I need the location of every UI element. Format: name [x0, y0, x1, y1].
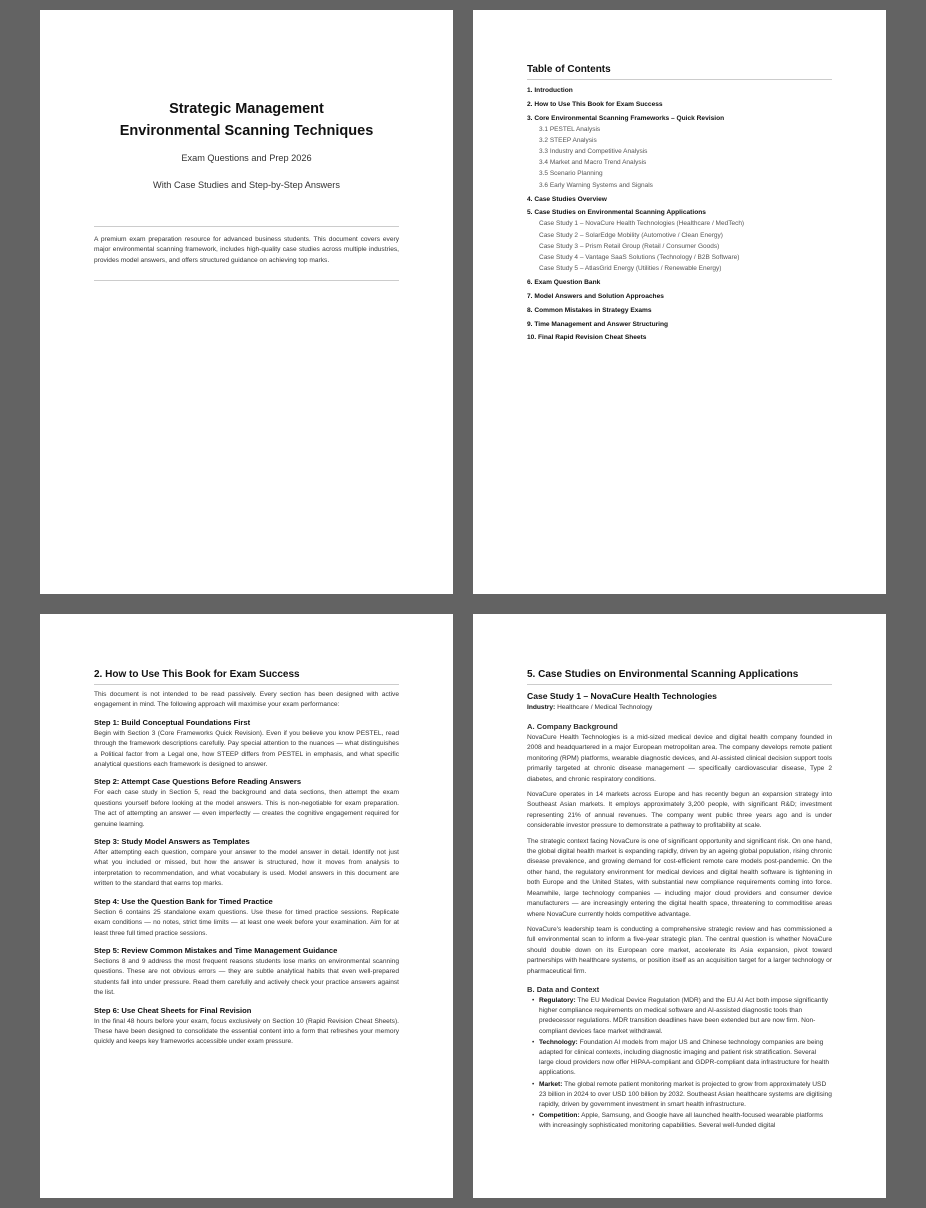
background-paragraph: NovaCure's leadership team is conducting a comprehensive strategic review and has commissioned a full environmental scan to inform a five-year strategic plan. The central question is whether NovaCure should double down on its European core market, accelerate its Asia expansion, pivot toward partnerships with healthcare systems, or position itself as an acquisition target for a larger technology or pharmaceutical firm.	[527, 925, 832, 975]
divider	[527, 79, 832, 80]
section-heading: 5. Case Studies on Environmental Scanning Applications	[527, 669, 799, 680]
page-case-studies	[473, 614, 886, 1198]
bullet-label: Technology:	[539, 1038, 578, 1046]
step-text: In the final 48 hours before your exam, focus exclusively on Section 10 (Rapid Revision Cheat Sheets). These have been designed to consolidate the essential content into a form that refreshes your memory quickly and keeps key frameworks accessible under exam pressure.	[94, 1017, 399, 1046]
intro-paragraph: This document is not intended to be read passively. Every section has been designed with active engagement in mind. The following approach will maximise your exam performance:	[94, 691, 399, 709]
toc-item[interactable]: 8. Common Mistakes in Strategy Exams	[527, 306, 652, 314]
background-paragraph: NovaCure Health Technologies is a mid-sized medical device and digital health company founded in 2008 and headquartered in a major European metropolitan area. The company develops remote patient monitoring (RPM) platforms, wearable diagnostic devices, and AI-assisted clinical decision support tools primarily targeted at chronic disease management — specifically cardiovascular disease, Type 2 diabetes, and chronic respiratory conditions.	[527, 734, 832, 783]
industry-line	[527, 703, 832, 713]
toc-subitem[interactable]: Case Study 2 – SolarEdge Mobility (Automotive / Clean Energy)	[539, 231, 723, 239]
cover-title	[40, 98, 453, 142]
bullet-dot-icon: •	[532, 1112, 535, 1120]
step-heading: Step 2: Attempt Case Questions Before Reading Answers	[94, 777, 302, 787]
cover-subtitle-2: With Case Studies and Step-by-Step Answers	[153, 180, 340, 190]
toc-subitem[interactable]: Case Study 5 – AtlasGrid Energy (Utilities / Renewable Energy)	[539, 265, 722, 273]
subsection-heading: B. Data and Context	[527, 984, 600, 994]
data-bullet	[527, 1080, 832, 1111]
step-heading: Step 6: Use Cheat Sheets for Final Revision	[94, 1005, 252, 1015]
bullet-text: Apple, Samsung, and Google have all launched health-focused wearable platforms with increasingly sophisticated monitoring capabilities. Several well-funded digital	[539, 1112, 824, 1130]
bullet-label: Competition:	[539, 1112, 580, 1120]
toc-subitem[interactable]: Case Study 1 – NovaCure Health Technologies (Healthcare / MedTech)	[539, 220, 745, 228]
toc-subitem[interactable]: Case Study 3 – Prism Retail Group (Retail / Consumer Goods)	[539, 242, 720, 250]
toc-item[interactable]: 5. Case Studies on Environmental Scanning Applications	[527, 209, 706, 217]
step-heading: Step 4: Use the Question Bank for Timed Practice	[94, 896, 273, 906]
page-how-to-use	[40, 614, 453, 1198]
toc-item[interactable]: 9. Time Management and Answer Structuring	[527, 320, 669, 328]
cover-description: A premium exam preparation resource for advanced business students. This document covers every major environmental scanning framework, includes high-quality case studies across multiple industries, provides model answers, and offers structured guidance on achieving top marks.	[94, 236, 399, 264]
bullet-text: Foundation AI models from major US and Chinese technology companies are being adapted for clinical contexts, including diagnostic imaging and patient risk stratification. Several large cloud providers now offer HIPAA-compliant and GDPR-compliant data infrastructure for health applications.	[539, 1038, 830, 1077]
bullet-dot-icon: •	[532, 996, 535, 1004]
cover-title-line1: Strategic Management	[169, 101, 324, 117]
step-heading: Step 1: Build Conceptual Foundations First	[94, 717, 251, 727]
industry-value: Healthcare / Medical Technology	[557, 704, 653, 711]
toc-subitem[interactable]: 3.2 STEEP Analysis	[539, 136, 597, 144]
divider	[94, 280, 399, 281]
industry-label: Industry:	[527, 704, 556, 711]
bullet-dot-icon: •	[532, 1038, 535, 1046]
cover-title-line2: Environmental Scanning Techniques	[119, 123, 374, 139]
toc-subitem[interactable]: 3.4 Market and Macro Trend Analysis	[539, 159, 647, 167]
page-toc	[473, 10, 886, 594]
step-text: After attempting each question, compare your answer to the model answer in detail. Identify not just what you included or missed, but how the answer is structured, how it moves from analysis to interpretation to recommendation, and what vocabulary is used. Model answers in this document are written to the standard that earns top marks.	[94, 849, 399, 888]
toc-item[interactable]: 4. Case Studies Overview	[527, 195, 607, 203]
step-text: For each case study in Section 5, read the background and data sections, then attempt the exam questions yourself before looking at the model answers. This is non-negotiable for exam preparation. The act of attempting an answer — even imperfectly — creates the cognitive engagement required for genuine learning.	[94, 789, 399, 828]
page-cover	[40, 10, 453, 594]
step-heading: Step 5: Review Common Mistakes and Time Management Guidance	[94, 945, 338, 955]
bullet-text: The EU Medical Device Regulation (MDR) and the EU AI Act both impose significantly higher compliance requirements on medical software and AI-assisted diagnostic tools than predecessor regulations. MDR transition deadlines have been extended but are now firm. Non-compliant devices face market withdrawal.	[539, 996, 829, 1035]
toc-item[interactable]: 2. How to Use This Book for Exam Success	[527, 100, 663, 108]
toc-subitem[interactable]: 3.1 PESTEL Analysis	[539, 125, 601, 133]
divider	[94, 226, 399, 227]
toc-item[interactable]: 1. Introduction	[527, 87, 573, 94]
background-paragraphs	[527, 733, 832, 977]
toc-item[interactable]: 6. Exam Question Bank	[527, 279, 601, 287]
toc-item[interactable]: 7. Model Answers and Solution Approaches	[527, 293, 664, 301]
step-text: Begin with Section 3 (Core Frameworks Quick Revision). Even if you believe you know PESTEL, read through the framework descriptions carefully. Pay special attention to the nuances — what distinguishes a Political factor from a Legal one, how STEEP differs from PESTEL in emphasis, and what specific analytical questions each framework is designed to answer.	[94, 729, 399, 769]
step-text: Sections 8 and 9 address the most frequent reasons students lose marks on environmental scanning questions. These are not obvious errors — they are subtle analytical habits that even well-prepared students fall into under pressure. Read them carefully and actively check your practice answers against the list.	[94, 957, 399, 997]
toc-subitem[interactable]: 3.5 Scenario Planning	[539, 170, 603, 178]
toc-title: Table of Contents	[527, 64, 611, 75]
steps-list	[94, 718, 399, 1048]
section-heading: 2. How to Use This Book for Exam Success	[94, 669, 300, 680]
data-bullets	[527, 996, 832, 1132]
toc-item[interactable]: 10. Final Rapid Revision Cheat Sheets	[527, 334, 647, 342]
bullet-label: Market:	[539, 1080, 563, 1088]
toc-subitem[interactable]: 3.6 Early Warning Systems and Signals	[539, 181, 653, 189]
divider	[94, 684, 399, 685]
data-bullet	[527, 1038, 832, 1079]
subsection-heading: A. Company Background	[527, 722, 618, 731]
toc-subitem[interactable]: 3.3 Industry and Competitive Analysis	[539, 148, 648, 155]
bullet-label: Regulatory:	[539, 996, 576, 1004]
data-bullet	[527, 996, 832, 1037]
toc-item[interactable]: 3. Core Environmental Scanning Frameworks – Quick Revision	[527, 114, 725, 122]
background-paragraph: The strategic context facing NovaCure is one of significant opportunity and significant risk. On one hand, the global digital health market is expanding rapidly, driven by an ageing global population, rising chronic disease prevalence, and growing demand for cost-efficient remote care models post-pandemic. On the other hand, the regulatory environment for medical devices and digital health software is tightening in both Europe and the United States, with substantial new compliance requirements coming into force. Meanwhile, large technology companies — including major cloud providers and consumer device manufacturers — are increasingly entering the digital health space, threatening to commoditise areas where NovaCure currently holds competitive advantage.	[527, 837, 832, 918]
background-paragraph: NovaCure operates in 14 markets across Europe and has recently begun an expansion strategy into Southeast Asian markets. It employs approximately 3,200 people, with significant R&D; investment representing 21% of annual revenues. The company went public three years ago and is under considerable investor pressure to demonstrate a pathway to profitability at scale.	[527, 791, 832, 830]
toc-subitem[interactable]: Case Study 4 – Vantage SaaS Solutions (Technology / B2B Software)	[539, 254, 740, 262]
toc-list	[527, 85, 846, 343]
cover-subtitle-1: Exam Questions and Prep 2026	[181, 153, 312, 163]
bullet-dot-icon: •	[532, 1080, 535, 1088]
step-text: Section 6 contains 25 standalone exam questions. Use these for timed practice sessions. Replicate exam conditions — no notes, strict time limits — at least one week before your examination. Aim for at least three full timed practice sessions.	[94, 908, 399, 937]
bullet-text: The global remote patient monitoring market is projected to grow from approximately USD 23 billion in 2024 to over USD 100 billion by 2032. Southeast Asian healthcare systems are digitising rapidly, driven by government investment in smart health infrastructure.	[539, 1080, 832, 1108]
data-bullet	[527, 1111, 832, 1131]
step-heading: Step 3: Study Model Answers as Templates	[94, 837, 250, 847]
divider	[527, 684, 832, 685]
case-study-title: Case Study 1 – NovaCure Health Technologies	[527, 691, 717, 701]
